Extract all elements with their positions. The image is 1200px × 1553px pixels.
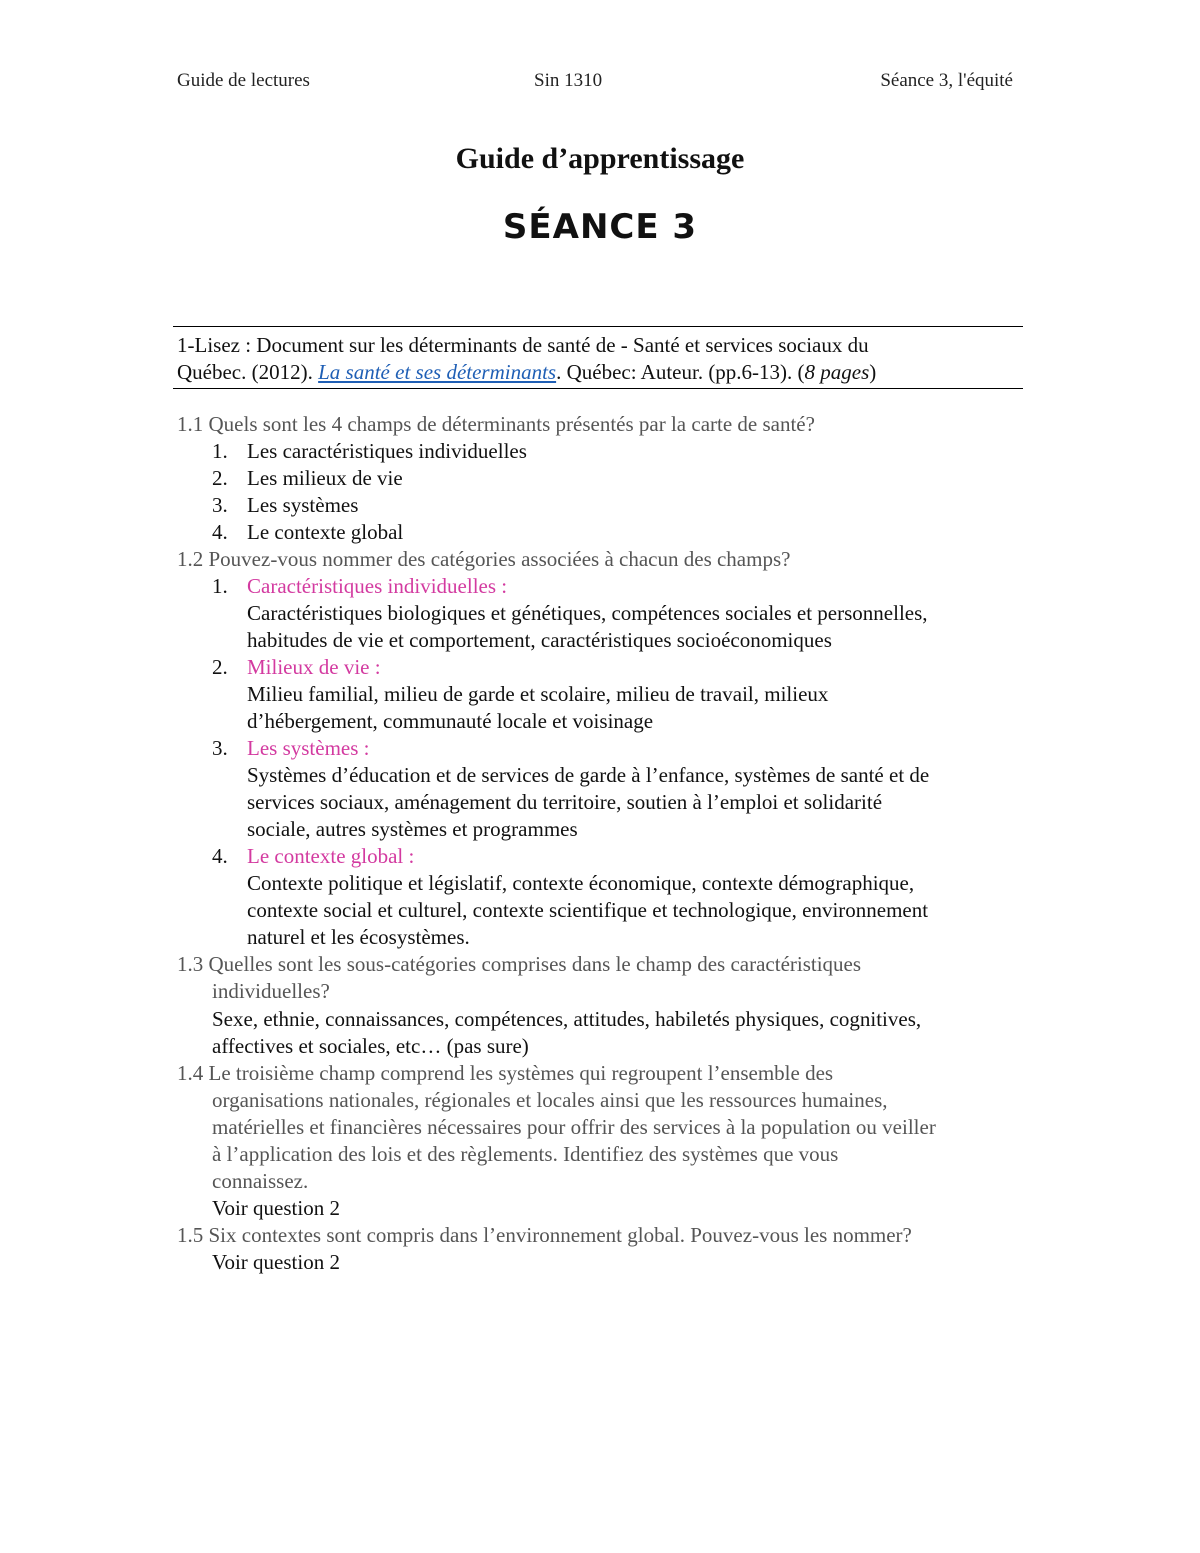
question-1-2: 1.2 Pouvez-vous nommer des catégories associées à chacun des champs? bbox=[177, 547, 791, 571]
category-text: Caractéristiques biologiques et génétiques, compétences sociales et personnelles, bbox=[247, 601, 928, 625]
list-number: 3. bbox=[212, 736, 228, 760]
category-text: d’hébergement, communauté locale et voisinage bbox=[247, 709, 654, 733]
reading-pages: 8 pages bbox=[804, 360, 870, 384]
header-center: Sin 1310 bbox=[534, 70, 603, 91]
category-text: Systèmes d’éducation et de services de garde à l’enfance, systèmes de santé et de bbox=[247, 763, 930, 787]
category-text: Milieu familial, milieu de garde et scolaire, milieu de travail, milieux bbox=[247, 682, 829, 706]
list-number: 2. bbox=[212, 466, 228, 490]
session-heading: SÉANCE 3 bbox=[502, 207, 698, 247]
list-item: Les systèmes bbox=[247, 493, 359, 517]
category-text: sociale, autres systèmes et programmes bbox=[247, 817, 578, 841]
header-right: Séance 3, l'équité bbox=[880, 70, 1013, 91]
header-left: Guide de lectures bbox=[177, 70, 310, 91]
question-1-4-cont: organisations nationales, régionales et locales ainsi que les ressources humaines, bbox=[212, 1088, 888, 1112]
answer-1-5: Voir question 2 bbox=[212, 1250, 340, 1274]
reading-line2-start: Québec. (2012). bbox=[177, 360, 319, 384]
category-label: Le contexte global : bbox=[247, 844, 415, 868]
list-number: 1. bbox=[212, 439, 228, 463]
reading-line-2 bbox=[177, 359, 1007, 386]
answer-1-4: Voir question 2 bbox=[212, 1196, 340, 1220]
question-1-4-cont: à l’application des lois et des règlements. Identifiez des systèmes que vous bbox=[212, 1142, 839, 1166]
question-1-4: 1.4 Le troisième champ comprend les systèmes qui regroupent l’ensemble des bbox=[177, 1061, 834, 1085]
category-text: naturel et les écosystèmes. bbox=[247, 925, 470, 949]
category-text: services sociaux, aménagement du territoire, soutien à l’emploi et solidarité bbox=[247, 790, 883, 814]
reading-line-1: 1-Lisez : Document sur les déterminants de santé de - Santé et services sociaux du bbox=[177, 333, 869, 357]
list-item: Les milieux de vie bbox=[247, 466, 403, 490]
reading-line2-mid: . Québec: Auteur. (pp.6-13). ( bbox=[556, 360, 805, 384]
list-number: 4. bbox=[212, 844, 228, 868]
question-1-3: 1.3 Quelles sont les sous-catégories comprises dans le champ des caractéristiques bbox=[177, 952, 862, 976]
answer-1-3: Sexe, ethnie, connaissances, compétences, attitudes, habiletés physiques, cognitives, bbox=[212, 1007, 922, 1031]
category-label: Les systèmes : bbox=[247, 736, 370, 760]
reading-link[interactable]: La santé et ses déterminants bbox=[318, 360, 557, 384]
question-1-4-cont: connaissez. bbox=[212, 1169, 309, 1193]
question-1-4-cont: matérielles et financières nécessaires pour offrir des services à la population ou veiller bbox=[212, 1115, 936, 1139]
list-number: 1. bbox=[212, 574, 228, 598]
page-header bbox=[177, 70, 1013, 96]
question-1-5: 1.5 Six contextes sont compris dans l’environnement global. Pouvez-vous les nommer? bbox=[177, 1223, 912, 1247]
list-number: 4. bbox=[212, 520, 228, 544]
category-text: contexte social et culturel, contexte scientifique et technologique, environnement bbox=[247, 898, 929, 922]
category-text: Contexte politique et législatif, contexte économique, contexte démographique, bbox=[247, 871, 915, 895]
list-item: Les caractéristiques individuelles bbox=[247, 439, 527, 463]
category-text: habitudes de vie et comportement, caractéristiques socioéconomiques bbox=[247, 628, 832, 652]
question-1-3-cont: individuelles? bbox=[212, 979, 330, 1003]
list-number: 2. bbox=[212, 655, 228, 679]
category-label: Milieux de vie : bbox=[247, 655, 381, 679]
document-title: Guide d’apprentissage bbox=[455, 142, 745, 175]
list-number: 3. bbox=[212, 493, 228, 517]
reading-line2-end: ) bbox=[869, 360, 877, 384]
question-1-1: 1.1 Quels sont les 4 champs de déterminants présentés par la carte de santé? bbox=[177, 412, 815, 436]
answer-1-3-cont: affectives et sociales, etc… (pas sure) bbox=[212, 1034, 529, 1058]
category-label: Caractéristiques individuelles : bbox=[247, 574, 508, 598]
list-item: Le contexte global bbox=[247, 520, 404, 544]
reading-reference bbox=[177, 332, 1007, 386]
